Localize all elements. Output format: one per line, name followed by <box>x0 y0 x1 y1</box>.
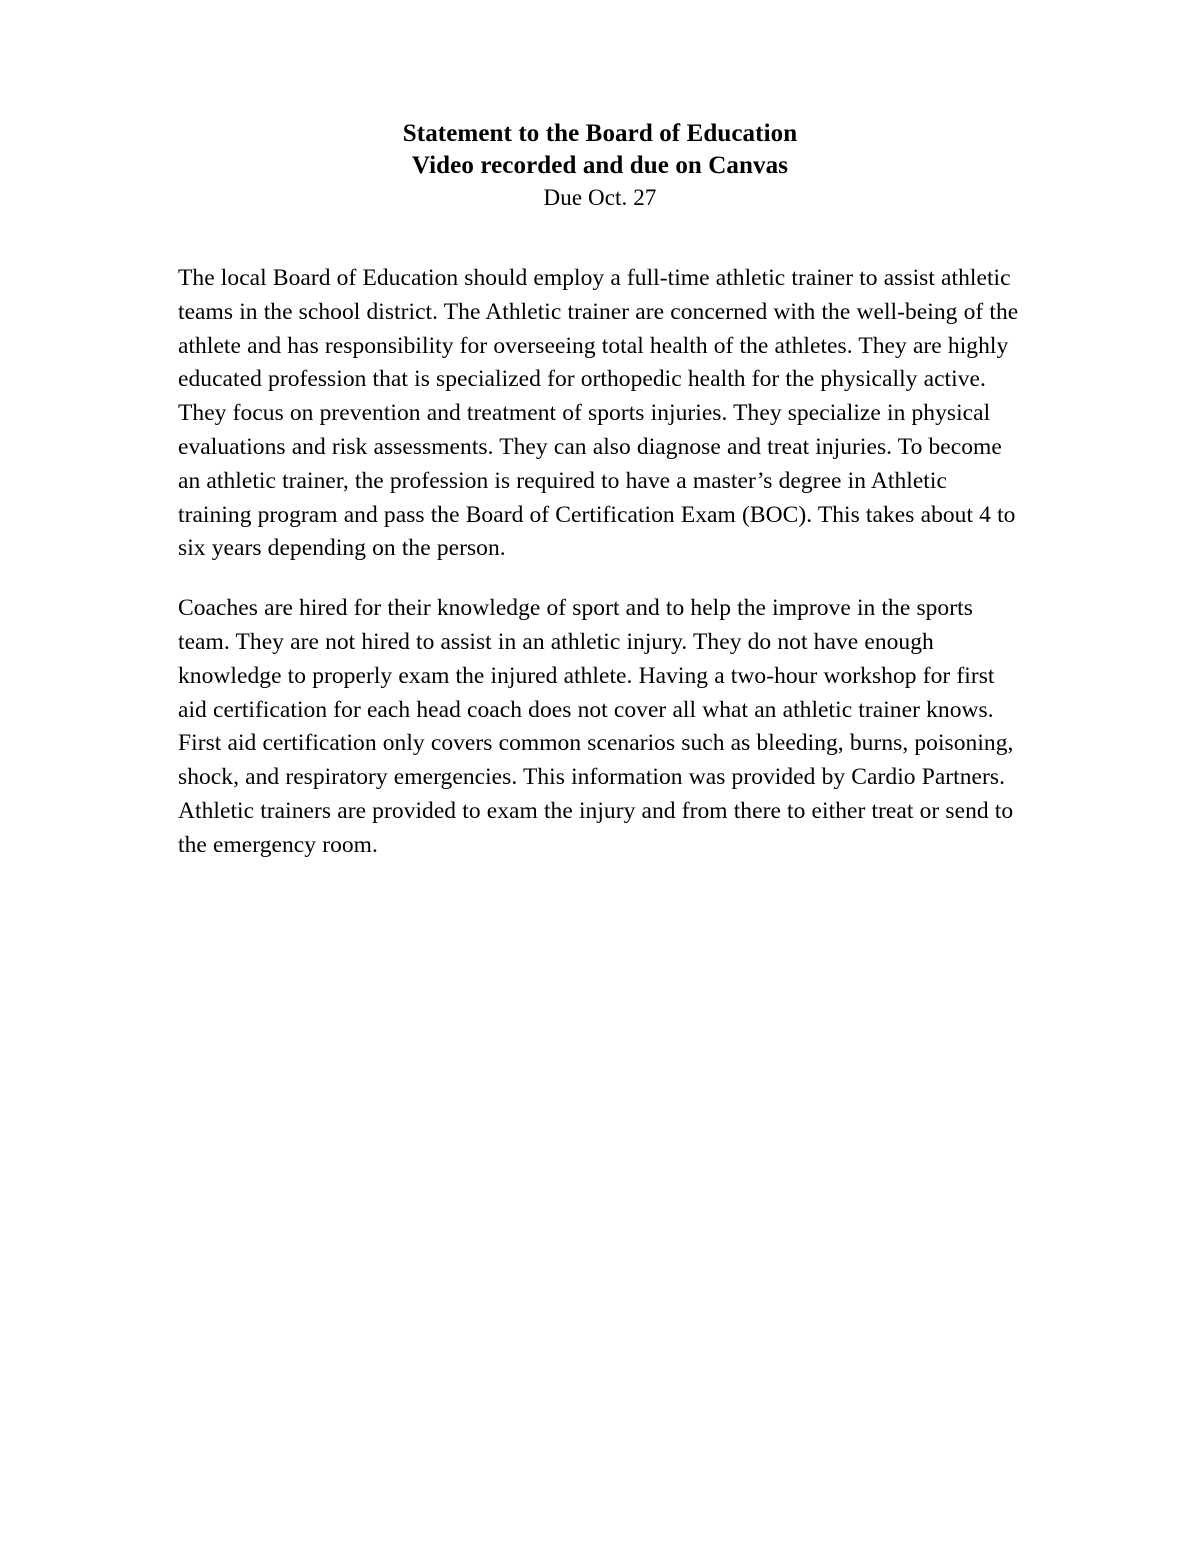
body-paragraph: The local Board of Education should employ a full-time athletic trainer to assist athletic teams in the school district. The Athletic trainer are concerned with the well-being of the athlete and has responsibility for overseeing total health of the athletes. They are highly educated profession that is specialized for orthopedic health for the physically active. They focus on prevention and treatment of sports injuries. They specialize in physical evaluations and risk assessments. They can also diagnose and treat injuries. To become an athletic trainer, the profession is required to have a master’s degree in Athletic training program and pass the Board of Certification Exam (BOC). This takes about 4 to six years depending on the person. <box>178 265 1019 562</box>
due-date-line: Due Oct. 27 <box>543 185 657 210</box>
document-body <box>178 262 1022 863</box>
page-title: Statement to the Board of Education <box>402 120 798 147</box>
page-subtitle: Video recorded and due on Canvas <box>411 152 789 179</box>
body-paragraph: Coaches are hired for their knowledge of sport and to help the improve in the sports team. They are not hired to assist in an athletic injury. They do not have enough knowledge to properly exam the injured athlete. Having a two-hour workshop for first aid certification for each head coach does not cover all what an athletic trainer knows. First aid certification only covers common scenarios such as bleeding, burns, poisoning, shock, and respiratory emergencies. This information was provided by Cardio Partners. Athletic trainers are provided to exam the injury and from there to either treat or send to the emergency room. <box>178 595 1014 858</box>
